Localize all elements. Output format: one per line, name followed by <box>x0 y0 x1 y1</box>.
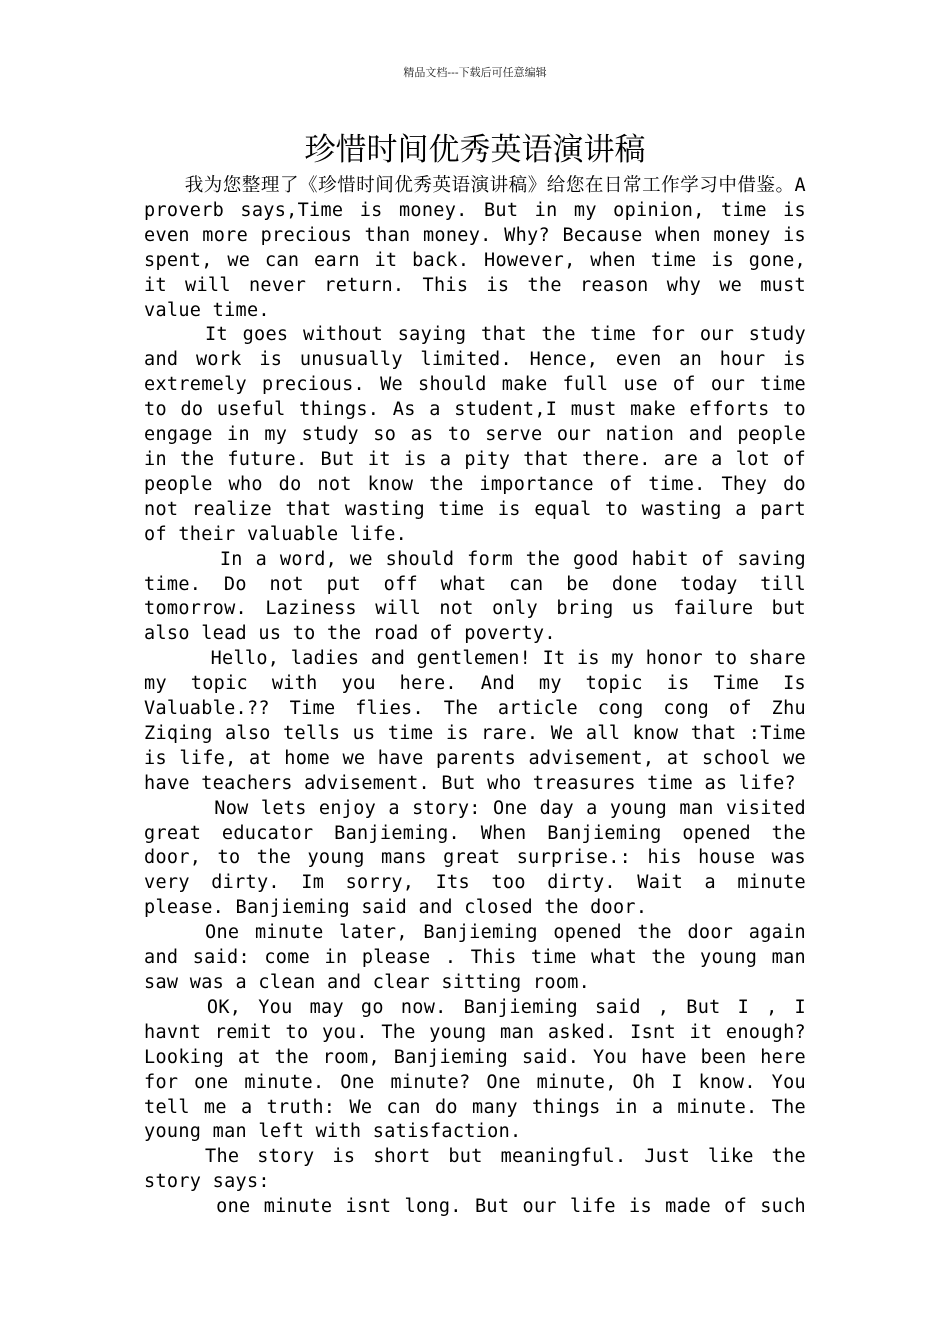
paragraph-8: The story is short but meaningful. Just like the story says: <box>144 1146 806 1193</box>
paragraph-6: One minute later, Banjieming opened the door again and said: come in please . This time what the young man saw was a clean and clear sitting room. <box>144 922 806 993</box>
paragraph-5: Now lets enjoy a story: One day a young man visited great educator Banjieming. When Banjieming opened the door, to the young mans great surprise.: his house was very dirty. Im sorry, Its too dirty. Wait a minute please. Banjieming said and closed the door. <box>144 797 806 919</box>
paragraph-9: one minute isnt long. But our life is made of such <box>216 1196 806 1218</box>
paragraph-2: It goes without saying that the time for our study and work is unusually limited. Hence, even an hour is extremely precious. We should make full use of our time to do useful things. As a student,I must make efforts to engage in my study so as to serve our nation and people in the future. But it is a pity that there. are a lot of people who do not know the importance of time. They do not realize that wasting time is equal to wasting a part of their valuable life. <box>144 324 806 545</box>
page-header: 精品文档---下载后可任意编辑 <box>403 66 547 79</box>
paragraph-7: OK, You may go now. Banjieming said , But I , I havnt remit to you. The young man asked. Isnt it enough? Looking at the room, Banjieming said. You have been here for one minute. One minute? One minute, Oh I know. You tell me a truth: We can do many things in a minute. The young man left with satisfaction. <box>144 996 806 1143</box>
document-title: 珍惜时间优秀英语演讲稿 <box>304 132 646 168</box>
paragraph-4: Hello, ladies and gentlemen! It is my honor to share my topic with you here. And my topic is Time Is Valuable.?? Time flies. The article cong cong of Zhu Ziqing also tells us time is rare. We all know that :Time is life, at home we have parents advisement, at school we have teachers advisement. But who treasures time as life? <box>144 648 806 794</box>
paragraph-3: In a word, we should form the good habit of saving time. Do not put off what can be done today till tomorrow. Laziness will not only bring us failure but also lead us to the road of poverty. <box>144 548 806 645</box>
paragraph-1: 我为您整理了《珍惜时间优秀英语演讲稿》给您在日常工作学习中借鉴。A proverb says,Time is money. But in my opinion, time is even more precious than money. Why? Because when money is spent, we can earn it back. However, when time is gone, it will never return. This is the reason why we must value time. <box>144 175 806 321</box>
document-body <box>144 174 806 1220</box>
